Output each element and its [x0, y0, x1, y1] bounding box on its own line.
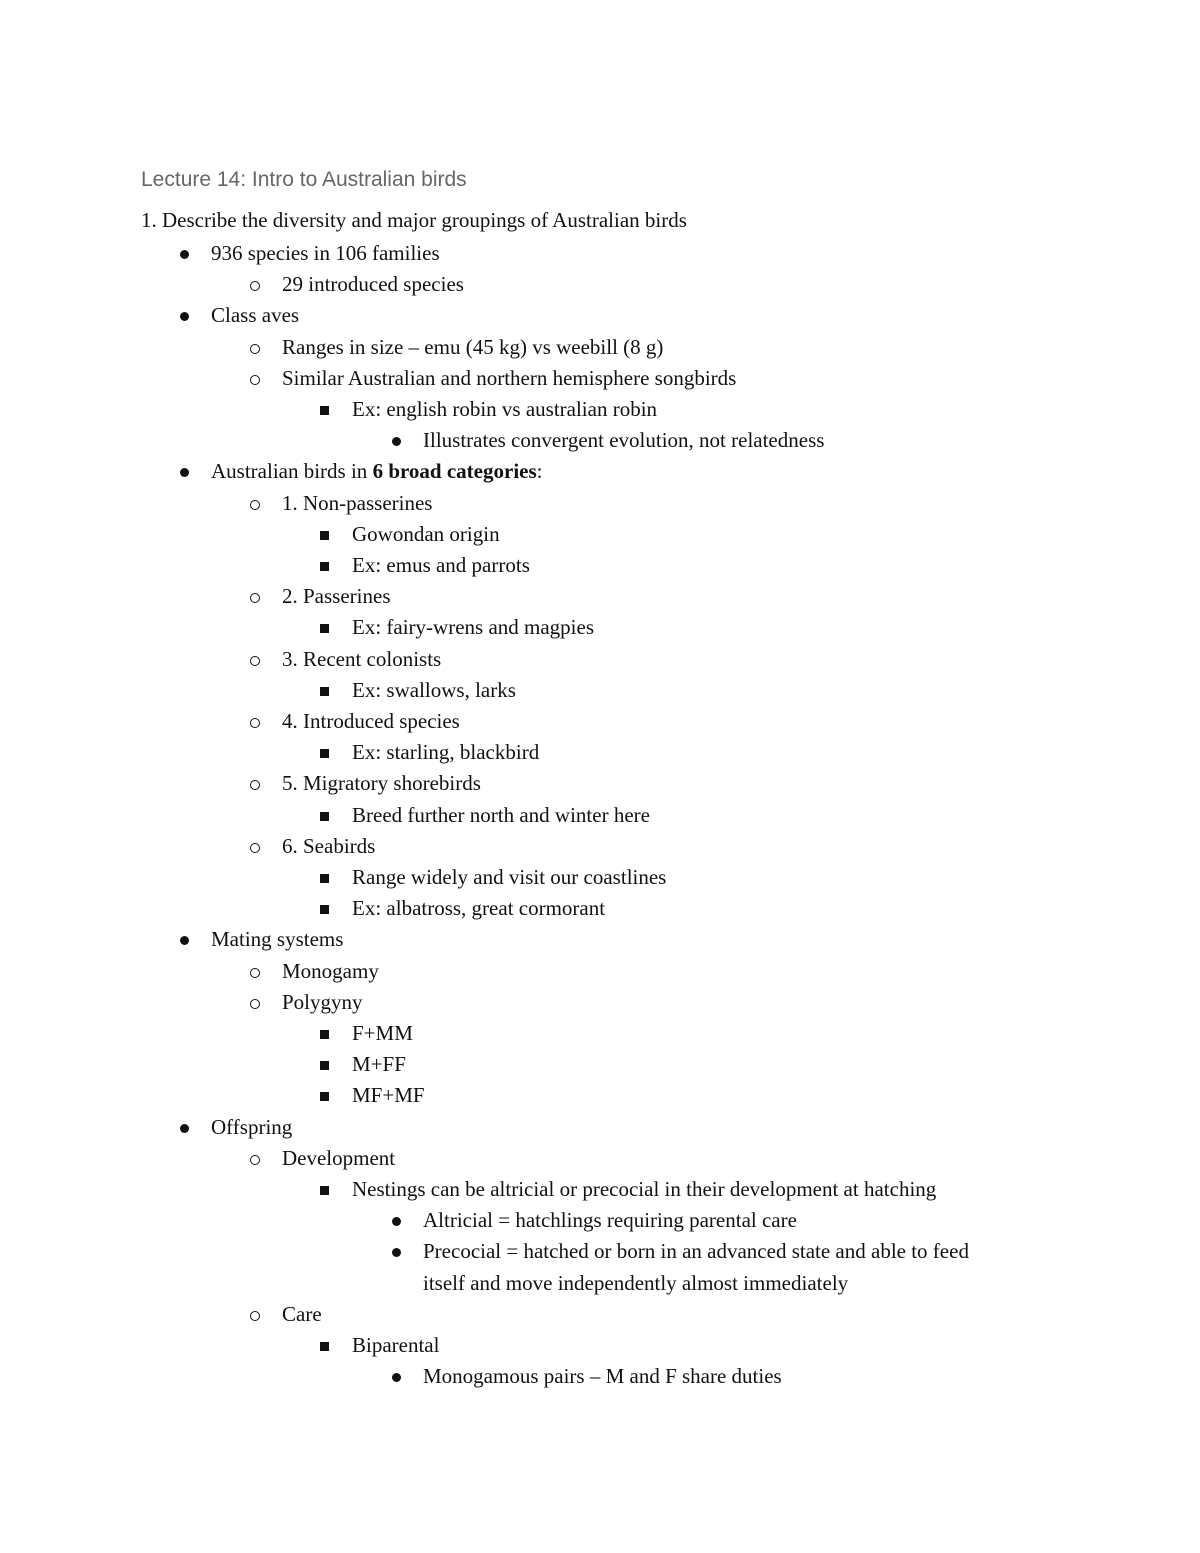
- list-item: [352, 520, 500, 548]
- list-item-text: Ex: starling, blackbird: [352, 740, 540, 765]
- list-item-bold-text: 6 broad categories: [372, 459, 537, 484]
- bullet-circle-icon: [250, 1311, 260, 1321]
- bullet-disc-icon: [180, 250, 189, 259]
- list-item-text: F+MM: [352, 1021, 413, 1045]
- question-text: 1. Describe the diversity and major groupings of Australian birds: [141, 208, 687, 232]
- list-item: [282, 364, 736, 392]
- list-item-text: 936 species in 106 families: [211, 241, 440, 265]
- list-item-text: 6. Seabirds: [282, 833, 376, 858]
- list-item-text: Similar Australian and northern hemisphere songbirds: [282, 365, 737, 390]
- bullet-circle-icon: [250, 593, 260, 603]
- list-item: [423, 1362, 782, 1390]
- list-item-text: Ex: swallows, larks: [352, 677, 516, 702]
- list-item-text: Ex: english robin vs australian robin: [352, 397, 658, 421]
- bullet-circle-icon: [250, 500, 260, 510]
- list-item-text: Monogamous pairs – M and F share duties: [423, 1364, 782, 1389]
- list-item: [282, 270, 464, 298]
- list-item: [282, 333, 663, 361]
- list-item-text: Ex: fairy-wrens and magpies: [352, 615, 595, 640]
- list-item: [282, 769, 481, 797]
- list-item-text: Australian birds in: [211, 459, 373, 484]
- list-item-text: Polygyny: [282, 989, 363, 1014]
- list-item: [352, 1331, 439, 1359]
- list-item: [211, 457, 543, 485]
- bullet-square-icon: [320, 1342, 329, 1351]
- list-item: [352, 738, 539, 766]
- list-item-text: Nestings can be altricial or precocial in their development at hatching: [352, 1177, 937, 1201]
- list-item: [282, 645, 441, 673]
- list-item: [352, 1081, 425, 1109]
- bullet-square-icon: [320, 1061, 329, 1070]
- list-item-text: M+FF: [352, 1052, 406, 1077]
- bullet-square-icon: [320, 531, 329, 540]
- list-item-text: Precocial = hatched or born in an advanced state and able to feed: [423, 1239, 969, 1264]
- bullet-disc-icon: [180, 936, 189, 945]
- list-item-text: Offspring: [211, 1114, 293, 1139]
- list-item: [423, 1237, 969, 1265]
- list-item-text: Mating systems: [211, 927, 344, 952]
- list-item: [352, 1019, 413, 1047]
- list-item: [352, 613, 594, 641]
- bullet-disc-icon: [392, 1373, 401, 1382]
- bullet-circle-icon: [250, 843, 260, 853]
- bullet-circle-icon: [250, 344, 260, 354]
- bullet-square-icon: [320, 562, 329, 571]
- list-item: [282, 832, 375, 860]
- list-item-text: Ex: albatross, great cormorant: [352, 896, 606, 921]
- list-item-text: itself and move independently almost immediately: [423, 1270, 849, 1295]
- list-item-text: 1. Non-passerines: [282, 490, 433, 515]
- list-item-suffix: :: [536, 459, 543, 484]
- bullet-circle-icon: [250, 999, 260, 1009]
- bullet-square-icon: [320, 624, 329, 633]
- list-item-text: 4. Introduced species: [282, 709, 460, 733]
- list-item: [423, 1269, 848, 1297]
- list-item: [352, 863, 666, 891]
- list-item: [211, 925, 343, 953]
- bullet-disc-icon: [392, 437, 401, 446]
- bullet-square-icon: [320, 812, 329, 821]
- list-item-text: Breed further north and winter here: [352, 802, 650, 827]
- list-item: [282, 1300, 322, 1328]
- list-item-text: 3. Recent colonists: [282, 646, 442, 671]
- list-item-text: 5. Migratory shorebirds: [282, 771, 481, 796]
- list-item: [282, 988, 363, 1016]
- list-item-text: Range widely and visit our coastlines: [352, 865, 667, 889]
- list-item: [211, 239, 440, 267]
- bullet-circle-icon: [250, 718, 260, 728]
- list-item-text: Illustrates convergent evolution, not relatedness: [423, 428, 825, 453]
- list-item-text: Class aves: [211, 303, 300, 328]
- bullet-circle-icon: [250, 780, 260, 790]
- list-item-text: Altricial = hatchlings requiring parental care: [423, 1208, 797, 1233]
- list-item: [352, 676, 516, 704]
- bullet-square-icon: [320, 905, 329, 914]
- lecture-heading: Lecture 14: Intro to Australian birds: [141, 168, 467, 191]
- list-item-text: Monogamy: [282, 958, 379, 983]
- list-item-text: Development: [282, 1145, 396, 1170]
- bullet-square-icon: [320, 1092, 329, 1101]
- list-item-text: Gowondan origin: [352, 521, 500, 546]
- bullet-disc-icon: [180, 1124, 189, 1133]
- list-item: [352, 801, 650, 829]
- list-item: [352, 1175, 936, 1203]
- list-item-text: Care: [282, 1301, 322, 1326]
- bullet-disc-icon: [180, 312, 189, 321]
- list-item: [282, 582, 391, 610]
- bullet-circle-icon: [250, 281, 260, 291]
- list-item: [211, 301, 299, 329]
- list-item: [423, 1206, 797, 1234]
- bullet-square-icon: [320, 749, 329, 758]
- list-item-text: 2. Passerines: [282, 584, 391, 609]
- list-item: [352, 551, 530, 579]
- bullet-circle-icon: [250, 968, 260, 978]
- bullet-square-icon: [320, 687, 329, 696]
- bullet-circle-icon: [250, 375, 260, 385]
- list-item-text: MF+MF: [352, 1083, 425, 1108]
- list-item: [352, 894, 605, 922]
- list-item-text: 29 introduced species: [282, 272, 464, 297]
- list-item: [211, 1113, 292, 1141]
- list-item-text: Ranges in size – emu (45 kg) vs weebill (8 g): [282, 334, 664, 359]
- list-item: [423, 426, 824, 454]
- list-item: [352, 395, 657, 423]
- bullet-circle-icon: [250, 1155, 260, 1165]
- list-item: [282, 707, 460, 735]
- bullet-square-icon: [320, 1030, 329, 1039]
- bullet-disc-icon: [180, 468, 189, 477]
- bullet-disc-icon: [392, 1217, 401, 1226]
- list-item: [282, 1144, 395, 1172]
- list-item: [282, 489, 432, 517]
- bullet-disc-icon: [392, 1248, 401, 1257]
- bullet-circle-icon: [250, 656, 260, 666]
- list-item-text: Ex: emus and parrots: [352, 553, 530, 577]
- bullet-square-icon: [320, 1186, 329, 1195]
- bullet-square-icon: [320, 406, 329, 415]
- list-item: [282, 957, 379, 985]
- bullet-square-icon: [320, 874, 329, 883]
- list-item-text: Biparental: [352, 1333, 440, 1357]
- list-item: [352, 1050, 406, 1078]
